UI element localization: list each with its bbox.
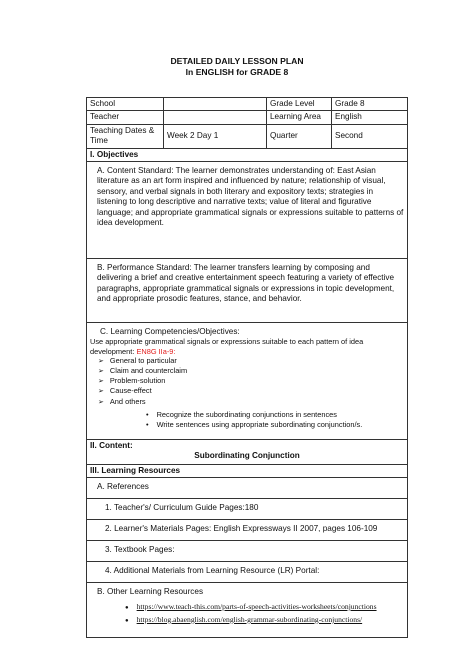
table-row bbox=[87, 111, 408, 124]
table-row bbox=[87, 478, 408, 499]
other-resources-heading: B. Other Learning Resources bbox=[97, 587, 204, 597]
resources-heading: III. Learning Resources bbox=[87, 465, 408, 478]
table-row bbox=[87, 440, 408, 465]
objectives-heading: I. Objectives bbox=[87, 148, 408, 161]
resource-link[interactable]: https://blog.abaenglish.com/english-grammar-subordinating-conjunctions/ bbox=[136, 614, 363, 624]
content-cell bbox=[87, 440, 408, 465]
performance-standard: B. Performance Standard: The learner transfers learning by composing and delivering a brief and creative entertainment speech featuring a variety of effective paragraphs, appropriate grammatical signals or expressions in topic development, and appropriate prosodic features, stance, and behavior. bbox=[87, 259, 408, 323]
textbook-pages: 3. Textbook Pages: bbox=[87, 541, 408, 562]
list-item bbox=[125, 601, 404, 614]
grade-level-label: Grade Level bbox=[267, 98, 332, 111]
teaching-dates-label: Teaching Dates & Time bbox=[87, 124, 164, 148]
curriculum-guide-pages: 1. Teacher's/ Curriculum Guide Pages:180 bbox=[87, 499, 408, 520]
resource-link[interactable]: https://www.teach-this.com/parts-of-speech-activities-worksheets/conjunctions bbox=[136, 601, 377, 611]
competency-code: EN8G IIa-9: bbox=[136, 346, 176, 356]
school-value bbox=[164, 98, 267, 111]
table-row bbox=[87, 323, 408, 440]
competencies-cell bbox=[87, 323, 408, 440]
list-item: ➢ And others bbox=[98, 397, 404, 407]
table-row bbox=[87, 562, 408, 583]
grade-level-value: Grade 8 bbox=[332, 98, 408, 111]
content-topic: Subordinating Conjunction bbox=[194, 451, 300, 461]
school-label: School bbox=[87, 98, 164, 111]
pattern-list bbox=[90, 356, 404, 407]
list-item: ➢ General to particular bbox=[98, 356, 404, 366]
teacher-value bbox=[164, 111, 267, 124]
quarter-label: Quarter bbox=[267, 124, 332, 148]
list-item bbox=[125, 614, 404, 627]
table-row bbox=[87, 465, 408, 478]
document-subtitle: In ENGLISH for GRADE 8 bbox=[185, 67, 289, 77]
teacher-label: Teacher bbox=[87, 111, 164, 124]
list-item: • Recognize the subordinating conjunctions in sentences bbox=[146, 410, 404, 420]
competencies-text bbox=[90, 337, 404, 355]
teaching-dates-value: Week 2 Day 1 bbox=[164, 124, 267, 148]
table-row bbox=[87, 98, 408, 111]
learning-area-value: English bbox=[332, 111, 408, 124]
list-item: • Write sentences using appropriate subordinating conjunction/s. bbox=[146, 420, 404, 430]
document-title: DETAILED DAILY LESSON PLAN bbox=[170, 56, 304, 66]
references-heading: A. References bbox=[87, 478, 408, 499]
learning-area-label: Learning Area bbox=[267, 111, 332, 124]
table-row bbox=[87, 520, 408, 541]
list-item: ➢ Problem-solution bbox=[98, 376, 404, 386]
table-row bbox=[87, 259, 408, 323]
other-resources-cell bbox=[87, 583, 408, 638]
table-row bbox=[87, 124, 408, 148]
learners-materials-pages: 2. Learner's Materials Pages: English Expressways II 2007, pages 106-109 bbox=[87, 520, 408, 541]
content-standard: A. Content Standard: The learner demonstrates understanding of: East Asian literature as an art form inspired and influenced by nature; relationship of visual, sensory, and verbal signals in both literary and expository texts; strategies in listening to long descriptive and narrative texts; value of literal and figurative language; and appropriate grammatical signals or expressions suitable to patterns of idea development. bbox=[87, 162, 408, 259]
quarter-value: Second bbox=[332, 124, 408, 148]
table-row bbox=[87, 583, 408, 638]
list-item: ➢ Claim and counterclaim bbox=[98, 366, 404, 376]
content-heading: II. Content: bbox=[90, 441, 133, 451]
objective-list bbox=[90, 410, 404, 430]
lesson-plan-table bbox=[86, 97, 408, 638]
additional-materials: 4. Additional Materials from Learning Resource (LR) Portal: bbox=[87, 562, 408, 583]
table-row bbox=[87, 499, 408, 520]
table-row bbox=[87, 541, 408, 562]
table-row bbox=[87, 148, 408, 161]
competencies-heading: C. Learning Competencies/Objectives: bbox=[100, 327, 240, 337]
resource-links bbox=[97, 601, 404, 627]
competencies-description: Use appropriate grammatical signals or expressions suitable to each pattern of idea development: bbox=[90, 337, 364, 356]
table-row bbox=[87, 162, 408, 259]
list-item: ➢ Cause-effect bbox=[98, 386, 404, 396]
